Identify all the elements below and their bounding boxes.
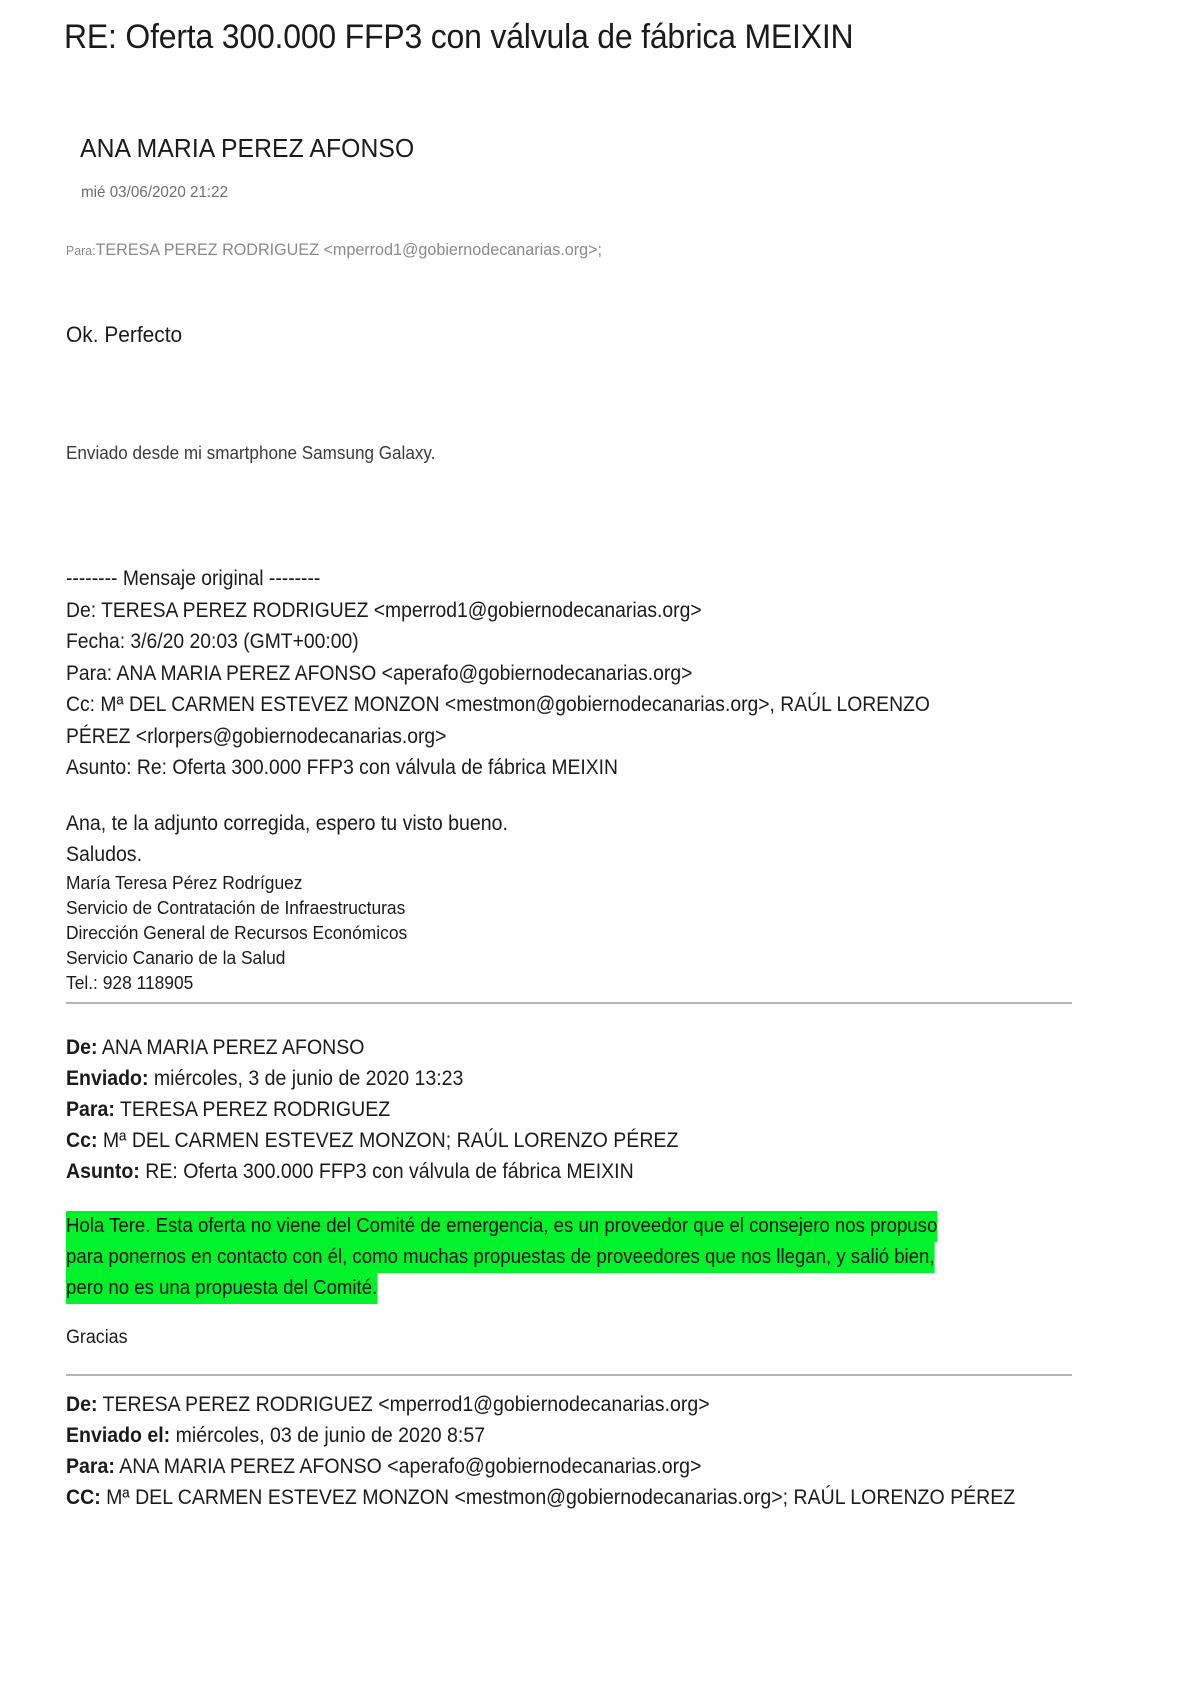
qm3-cc-label: CC: — [66, 1486, 101, 1509]
qm2-sent-label: Enviado: — [66, 1067, 149, 1090]
qm2-to-line — [66, 1094, 1024, 1125]
highlight-row-3 — [66, 1273, 1024, 1304]
signature-organization: Servicio Canario de la Salud — [66, 947, 286, 968]
qm3-sent-label: Enviado el: — [66, 1424, 171, 1447]
qm3-from-label: De: — [66, 1393, 98, 1416]
quoted-message-2-headers — [66, 1032, 1024, 1187]
quoted-cc-line-1: Cc: Mª DEL CARMEN ESTEVEZ MONZON <mestmon@gobiernodecanarias.org>, RAÚL LORENZO — [66, 693, 930, 716]
quoted-cc-line-2: PÉREZ <rlorpers@gobiernodecanarias.org> — [66, 724, 447, 748]
to-value: TERESA PEREZ RODRIGUEZ <mperrod1@gobiernodecanarias.org>; — [95, 240, 603, 259]
qm2-subject-line — [66, 1156, 1024, 1187]
original-message-separator: -------- Mensaje original -------- — [66, 567, 321, 590]
signature-name: María Teresa Pérez Rodríguez — [66, 872, 303, 893]
closing-text: Gracias — [66, 1327, 128, 1348]
signature-direction: Dirección General de Recursos Económicos — [66, 922, 408, 943]
qm2-to-value: TERESA PEREZ RODRIGUEZ — [119, 1098, 391, 1121]
quoted-from-line: De: TERESA PEREZ RODRIGUEZ <mperrod1@gobiernodecanarias.org> — [66, 598, 702, 622]
highlight-row-2 — [66, 1242, 1024, 1273]
qm2-sent-line — [66, 1063, 1024, 1094]
recipients-line — [66, 240, 602, 260]
highlight-line-2: para ponernos en contacto con él, como muchas propuestas de proveedores que nos llegan, y salió bien, — [66, 1242, 935, 1273]
highlight-line-1: Hola Tere. Esta oferta no viene del Comité de emergencia, es un proveedor que el consejero nos propuso — [66, 1211, 937, 1242]
page-title: RE: Oferta 300.000 FFP3 con válvula de fábrica MEIXIN — [64, 18, 854, 56]
highlight-line-3: pero no es una propuesta del Comité. — [66, 1273, 377, 1304]
qm2-subject-value: RE: Oferta 300.000 FFP3 con válvula de fábrica MEIXIN — [145, 1160, 634, 1183]
qm3-from-value: TERESA PEREZ RODRIGUEZ <mperrod1@gobiernodecanarias.org> — [102, 1393, 710, 1416]
section-divider-2 — [66, 1374, 1072, 1376]
mobile-signature: Enviado desde mi smartphone Samsung Galaxy. — [66, 443, 436, 463]
qm2-from-value: ANA MARIA PEREZ AFONSO — [101, 1036, 365, 1059]
signature-department: Servicio de Contratación de Infraestructuras — [66, 897, 406, 918]
qm3-to-line — [66, 1451, 1024, 1482]
quoted-subject-line: Asunto: Re: Oferta 300.000 FFP3 con válvula de fábrica MEIXIN — [66, 756, 618, 779]
qm3-to-value: ANA MARIA PEREZ AFONSO <aperafo@gobiernodecanarias.org> — [119, 1455, 702, 1478]
qm3-to-label: Para: — [66, 1455, 115, 1478]
highlighted-paragraph — [66, 1211, 1024, 1304]
highlight-row-1 — [66, 1211, 1024, 1242]
qm3-sent-value: miércoles, 03 de junio de 2020 8:57 — [175, 1424, 486, 1447]
reply-body-text: Ok. Perfecto — [66, 322, 183, 347]
qm2-cc-line — [66, 1125, 1024, 1156]
qm2-subject-label: Asunto: — [66, 1160, 140, 1183]
to-label: Para: — [66, 243, 96, 258]
intro-line-2: Saludos. — [66, 843, 143, 866]
signature-phone: Tel.: 928 118905 — [66, 972, 194, 993]
qm2-from-line — [66, 1032, 1024, 1063]
qm3-sent-line — [66, 1420, 1024, 1451]
qm2-from-label: De: — [66, 1036, 98, 1059]
quoted-message-1-headers — [66, 563, 995, 784]
quoted-message-1-intro — [66, 808, 1015, 870]
intro-line-1: Ana, te la adjunto corregida, espero tu visto bueno. — [66, 812, 508, 835]
qm2-cc-label: Cc: — [66, 1129, 98, 1152]
quoted-to-line: Para: ANA MARIA PEREZ AFONSO <aperafo@gobiernodecanarias.org> — [66, 661, 693, 685]
sender-name: ANA MARIA PEREZ AFONSO — [80, 133, 415, 163]
qm2-to-label: Para: — [66, 1098, 115, 1121]
section-divider — [66, 1002, 1072, 1004]
sent-timestamp: mié 03/06/2020 21:22 — [81, 184, 229, 201]
quoted-message-3-headers — [66, 1389, 1024, 1513]
qm2-sent-value: miércoles, 3 de junio de 2020 13:23 — [153, 1067, 464, 1090]
qm3-cc-line — [66, 1482, 1024, 1513]
qm3-from-line — [66, 1389, 1024, 1420]
qm3-cc-value: Mª DEL CARMEN ESTEVEZ MONZON <mestmon@gobiernodecanarias.org>; RAÚL LORENZO PÉREZ — [106, 1486, 1016, 1509]
qm2-cc-value: Mª DEL CARMEN ESTEVEZ MONZON; RAÚL LORENZO PÉREZ — [102, 1129, 679, 1152]
quoted-message-1-signature — [66, 870, 724, 995]
quoted-date-line: Fecha: 3/6/20 20:03 (GMT+00:00) — [66, 630, 359, 653]
